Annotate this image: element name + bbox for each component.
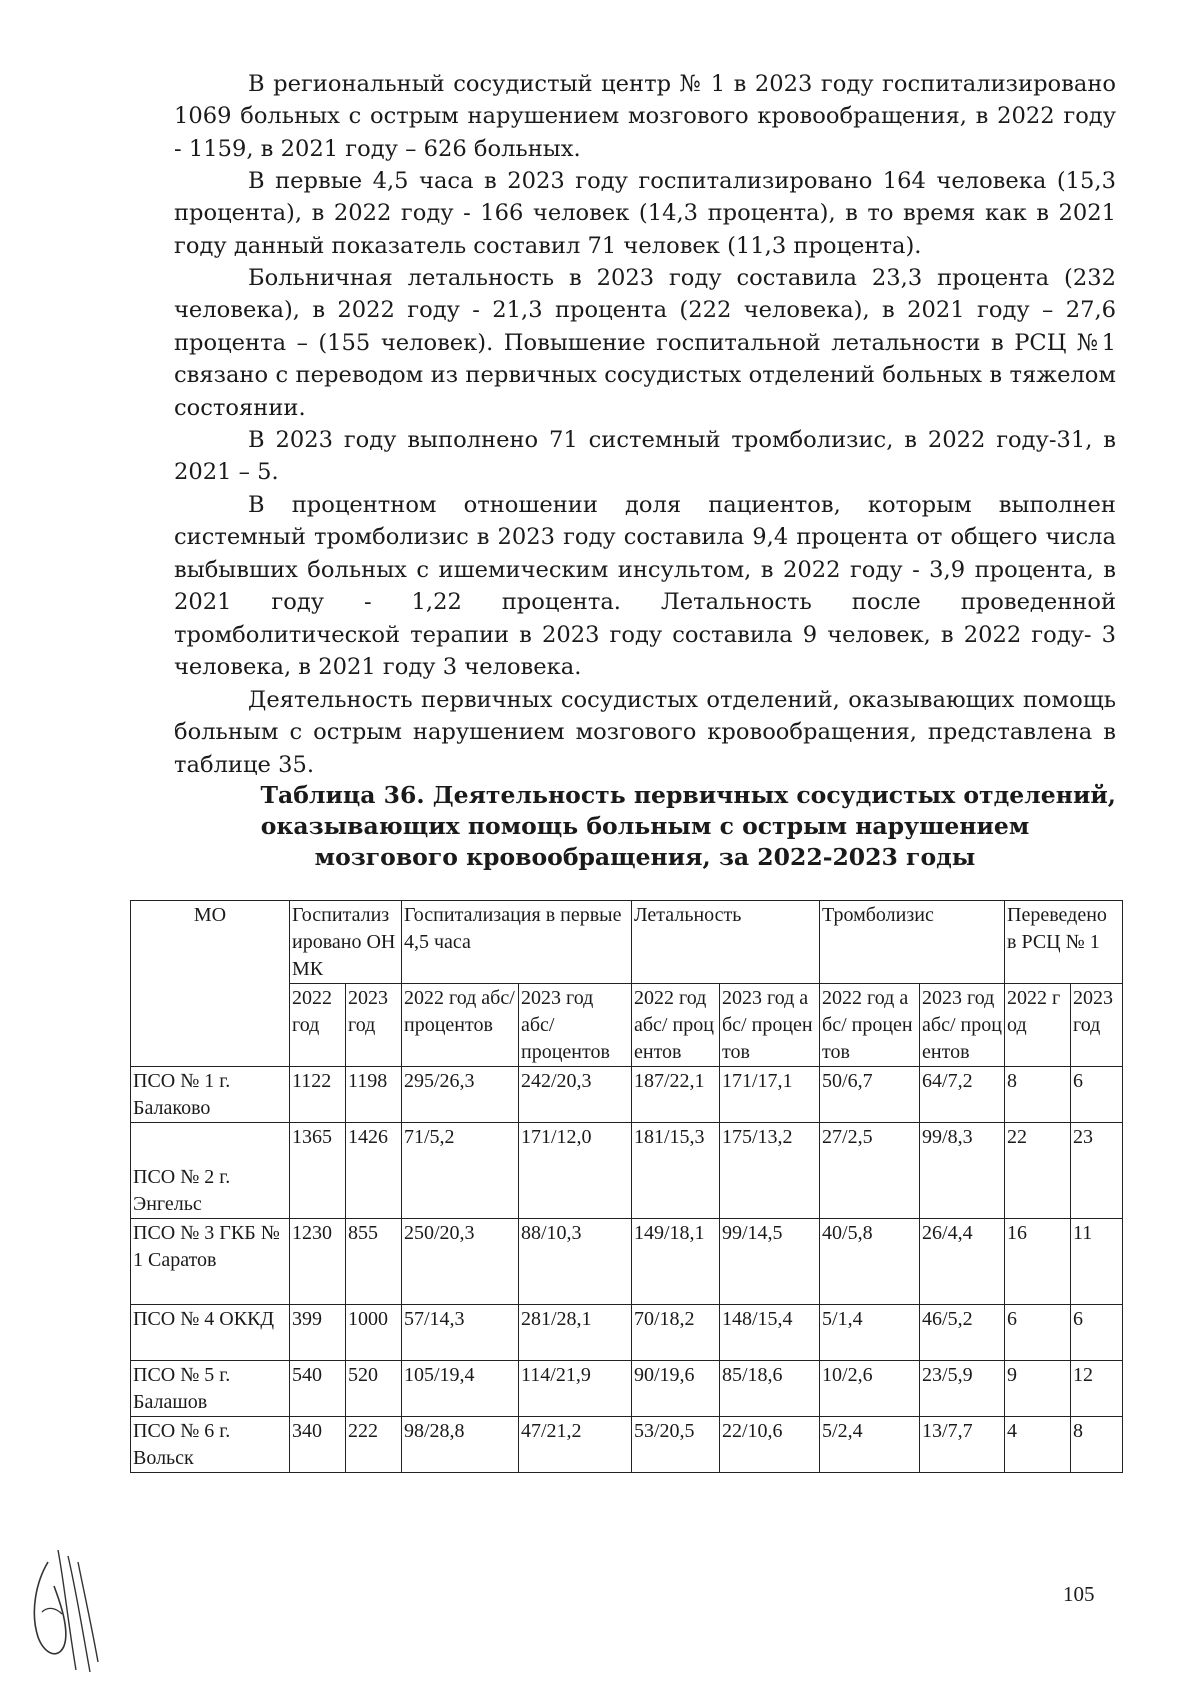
table-cell: 6 — [1005, 1305, 1071, 1361]
table-cell: 50/6,7 — [820, 1067, 920, 1123]
paragraph-2 — [174, 165, 1116, 262]
table-cell: 23 — [1071, 1123, 1123, 1219]
table-cell: 6 — [1071, 1067, 1123, 1123]
table-group-header-row — [131, 901, 1123, 984]
table-cell: 8 — [1071, 1417, 1123, 1473]
row-mo-cell: ПСО № 3 ГКБ № 1 Саратов — [131, 1219, 290, 1305]
caption-line-1: Таблица 36. Деятельность первичных сосудистых отделений, — [260, 781, 1116, 809]
table-cell: 295/26,3 — [402, 1067, 519, 1123]
subheader-cell: 2023 год — [1071, 984, 1123, 1067]
table-cell: 23/5,9 — [920, 1361, 1005, 1417]
header-mortality: Летальность — [632, 901, 820, 984]
header-hospitalized-4-5h: Госпитализация в первые 4,5 часа — [402, 901, 632, 984]
table-row — [131, 1219, 1123, 1305]
table-cell: 114/21,9 — [519, 1361, 632, 1417]
table-cell: 181/15,3 — [632, 1123, 720, 1219]
page-number: 105 — [1063, 1582, 1095, 1606]
header-hospitalized: Госпитализировано ОНМК — [290, 901, 402, 984]
table-cell: 71/5,2 — [402, 1123, 519, 1219]
table-cell: 13/7,7 — [920, 1417, 1005, 1473]
table-row — [131, 1123, 1123, 1219]
paragraph-text: Больничная летальность в 2023 году составила 23,3 процента (232 человека), в 2022 году - 21,3 процента (222 человека), в 2021 году – 27,6 процента – (155 человек). Повышение госпитальной летальности в РСЦ №1 связано с переводом из первичных сосудистых отделений больных в тяжелом состоянии. — [174, 265, 1116, 421]
table-cell: 12 — [1071, 1361, 1123, 1417]
subheader-cell: 2023 год — [346, 984, 402, 1067]
subheader-cell: 2022 год абс/ процентов — [402, 984, 519, 1067]
table-row — [131, 1417, 1123, 1473]
table-cell: 26/4,4 — [920, 1219, 1005, 1305]
table-cell: 855 — [346, 1219, 402, 1305]
table-cell: 1230 — [290, 1219, 346, 1305]
table-cell: 250/20,3 — [402, 1219, 519, 1305]
table-cell: 10/2,6 — [820, 1361, 920, 1417]
row-mo-cell: ПСО № 2 г. Энгельс — [131, 1123, 290, 1219]
table-cell: 85/18,6 — [720, 1361, 820, 1417]
table-cell: 98/28,8 — [402, 1417, 519, 1473]
table-row — [131, 1067, 1123, 1123]
table-cell: 171/17,1 — [720, 1067, 820, 1123]
signature-icon — [18, 1542, 110, 1678]
table-cell: 242/20,3 — [519, 1067, 632, 1123]
table-cell: 6 — [1071, 1305, 1123, 1361]
table-cell: 70/18,2 — [632, 1305, 720, 1361]
row-mo-cell: ПСО № 1 г. Балаково — [131, 1067, 290, 1123]
table-cell: 222 — [346, 1417, 402, 1473]
paragraph-1 — [174, 68, 1116, 165]
paragraph-4 — [174, 424, 1116, 489]
table-cell: 171/12,0 — [519, 1123, 632, 1219]
table-row — [131, 1361, 1123, 1417]
table-cell: 57/14,3 — [402, 1305, 519, 1361]
subheader-cell: 2022 год абс/ процентов — [632, 984, 720, 1067]
table-cell: 340 — [290, 1417, 346, 1473]
table-caption — [174, 780, 1116, 873]
table-cell: 5/2,4 — [820, 1417, 920, 1473]
table-cell: 105/19,4 — [402, 1361, 519, 1417]
row-mo-cell: ПСО № 4 ОККД — [131, 1305, 290, 1361]
table-cell: 1198 — [346, 1067, 402, 1123]
subheader-cell: 2022 год — [290, 984, 346, 1067]
paragraph-text: В региональный сосудистый центр № 1 в 2023 году госпитализировано 1069 больных с острым нарушением мозгового кровообращения, в 2022 году - 1159, в 2021 году – 626 больных. — [174, 71, 1116, 162]
paragraph-5 — [174, 489, 1116, 683]
paragraph-text: Деятельность первичных сосудистых отделений, оказывающих помощь больным с острым нарушением мозгового кровообращения, представлена в таблице 35. — [174, 687, 1116, 778]
subheader-cell: 2023 год абс/ процентов — [920, 984, 1005, 1067]
header-transferred: Переведено в РСЦ № 1 — [1005, 901, 1123, 984]
table-cell: 5/1,4 — [820, 1305, 920, 1361]
table-cell: 88/10,3 — [519, 1219, 632, 1305]
table-cell: 22 — [1005, 1123, 1071, 1219]
subheader-cell: 2022 год — [1005, 984, 1071, 1067]
table-cell: 1365 — [290, 1123, 346, 1219]
subheader-cell: 2023 год абс/ процентов — [720, 984, 820, 1067]
paragraph-text: В первые 4,5 часа в 2023 году госпитализировано 164 человека (15,3 процента), в 2022 году - 166 человек (14,3 процента), в то время как в 2021 году данный показатель составил 71 человек (11,3 процента). — [174, 168, 1116, 259]
table-cell: 53/20,5 — [632, 1417, 720, 1473]
paragraph-6 — [174, 684, 1116, 781]
header-mo: МО — [131, 901, 290, 1067]
table-cell: 22/10,6 — [720, 1417, 820, 1473]
paragraph-text: В 2023 году выполнено 71 системный тромболизис, в 2022 году-31, в 2021 – 5. — [174, 427, 1116, 486]
table-cell: 99/8,3 — [920, 1123, 1005, 1219]
table-row — [131, 1305, 1123, 1361]
table-cell: 4 — [1005, 1417, 1071, 1473]
table-cell: 16 — [1005, 1219, 1071, 1305]
table-cell: 8 — [1005, 1067, 1071, 1123]
table-cell: 11 — [1071, 1219, 1123, 1305]
subheader-cell: 2022 год абс/ процентов — [820, 984, 920, 1067]
table-cell: 175/13,2 — [720, 1123, 820, 1219]
header-thrombolysis: Тромболизис — [820, 901, 1005, 984]
table-cell: 149/18,1 — [632, 1219, 720, 1305]
row-mo-cell: ПСО № 6 г. Вольск — [131, 1417, 290, 1473]
table-cell: 90/19,6 — [632, 1361, 720, 1417]
table-cell: 148/15,4 — [720, 1305, 820, 1361]
pso-activity-table — [130, 900, 1123, 1473]
table-cell: 399 — [290, 1305, 346, 1361]
table-cell: 64/7,2 — [920, 1067, 1005, 1123]
table-cell: 27/2,5 — [820, 1123, 920, 1219]
table-cell: 40/5,8 — [820, 1219, 920, 1305]
row-mo-cell: ПСО № 5 г. Балашов — [131, 1361, 290, 1417]
caption-line-2: оказывающих помощь больным с острым нарушением — [260, 812, 1030, 840]
table-cell: 520 — [346, 1361, 402, 1417]
table-cell: 46/5,2 — [920, 1305, 1005, 1361]
paragraph-text: В процентном отношении доля пациентов, которым выполнен системный тромболизис в 2023 году составила 9,4 процента от общего числа выбывших больных с ишемическим инсультом, в 2022 году - 3,9 процента, в 2021 году - 1,22 процента. Летальность после проведенной тромболитической терапии в 2023 году составила 9 человек, в 2022 году- 3 человека, в 2021 году 3 человека. — [174, 492, 1116, 681]
table-cell: 187/22,1 — [632, 1067, 720, 1123]
table-cell: 99/14,5 — [720, 1219, 820, 1305]
table-cell: 281/28,1 — [519, 1305, 632, 1361]
table-cell: 1426 — [346, 1123, 402, 1219]
table-cell: 1122 — [290, 1067, 346, 1123]
table-cell: 9 — [1005, 1361, 1071, 1417]
subheader-cell: 2023 год абс/ процентов — [519, 984, 632, 1067]
table-cell: 47/21,2 — [519, 1417, 632, 1473]
paragraph-3 — [174, 262, 1116, 424]
table-cell: 540 — [290, 1361, 346, 1417]
caption-line-3: мозгового кровообращения, за 2022-2023 годы — [314, 843, 976, 871]
table-cell: 1000 — [346, 1305, 402, 1361]
